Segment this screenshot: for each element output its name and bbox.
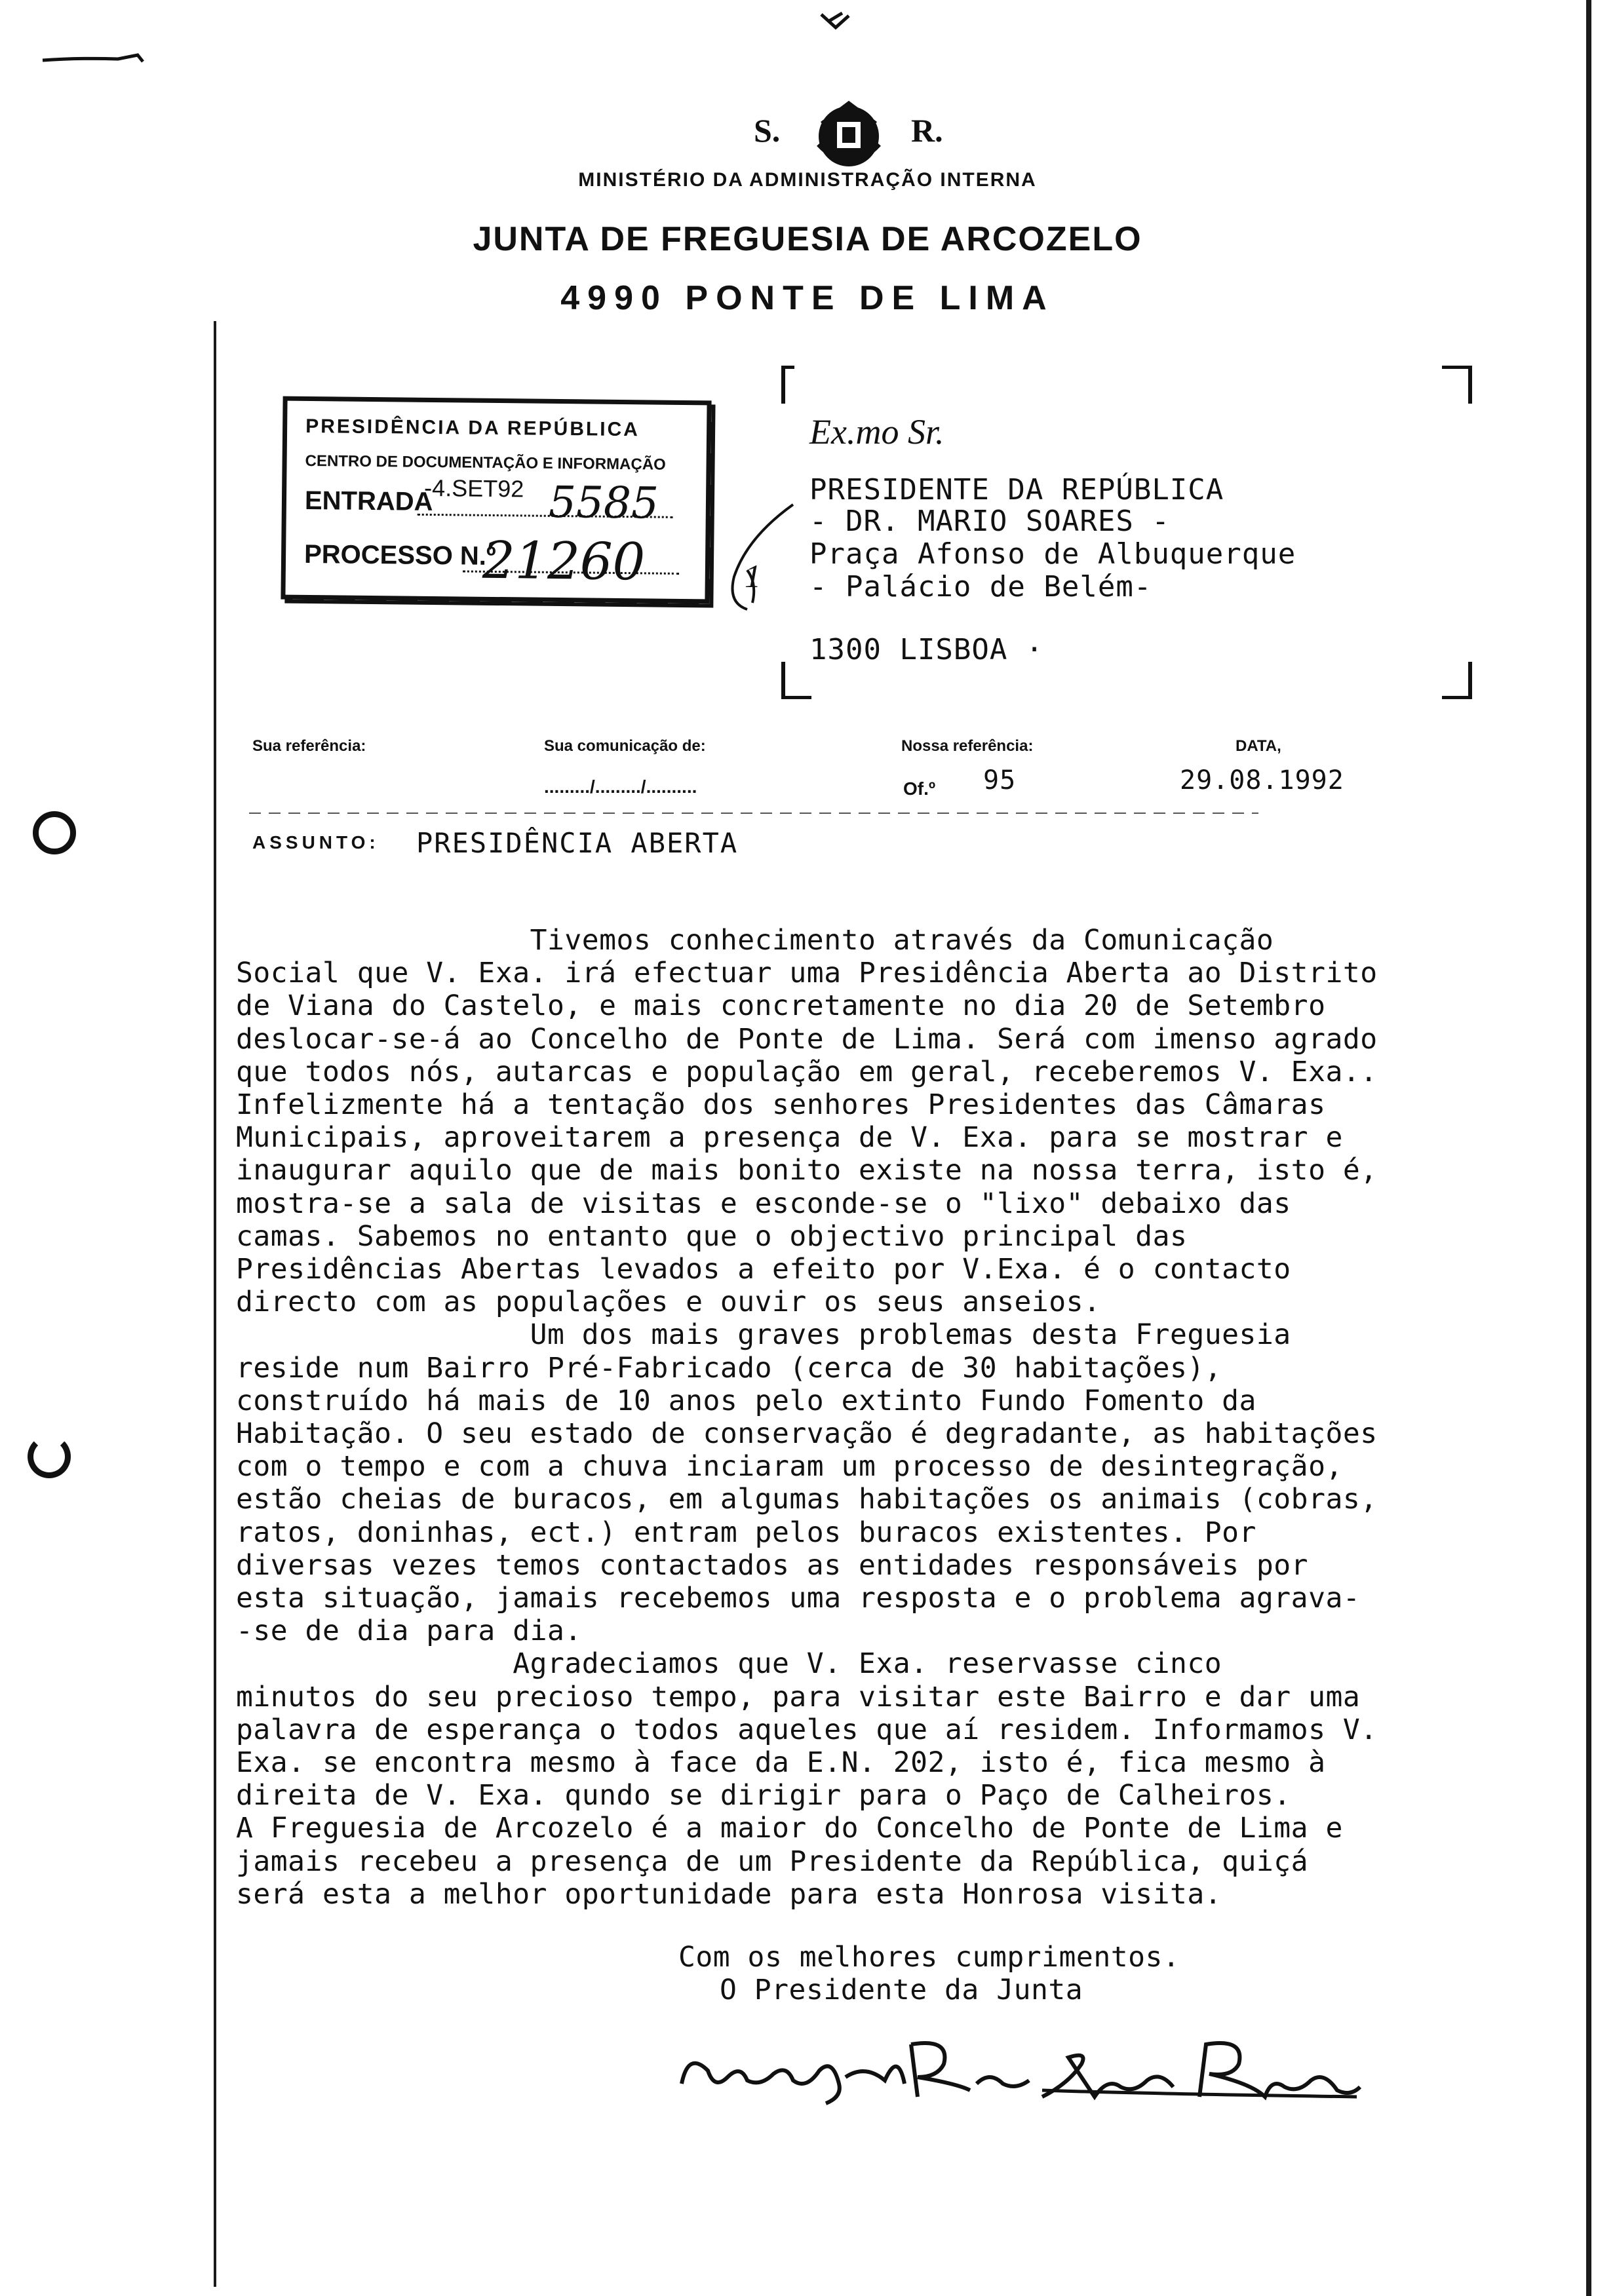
margin-line — [214, 321, 216, 2287]
junta-name: JUNTA DE FREGUESIA DE ARCOZELO — [473, 220, 1142, 258]
top-center-mark — [816, 8, 855, 34]
sua-referencia-label: Sua referência: — [252, 737, 366, 755]
body-line: Infelizmente há a tentação dos senhores Presidentes das Câmaras — [236, 1088, 1326, 1121]
reference-rule — [249, 813, 1258, 814]
body-line: que todos nós, autarcas e população em geral, receberemos V. Exa.. — [236, 1055, 1378, 1088]
body-line: diversas vezes temos contactados as entidades responsáveis por — [236, 1548, 1309, 1582]
stamp-entrada-label: ENTRADA — [304, 486, 433, 516]
address-corner-br — [1468, 662, 1472, 698]
body-line: direita de V. Exa. qundo se dirigir para o Paço de Calheiros. — [236, 1779, 1291, 1812]
stamp-processo-label: PROCESSO N.º — [303, 539, 496, 571]
body-line: ratos, doninhas, ect.) entram pelos buracos existentes. Por — [236, 1516, 1256, 1549]
recipient-line-3: Praça Afonso de Albuquerque — [809, 537, 1296, 571]
address-corner-tr-h — [1442, 366, 1472, 369]
body-line: -se de dia para dia. — [236, 1615, 582, 1648]
reception-stamp — [281, 396, 711, 604]
stamp-entrada-number: 5585 — [548, 476, 659, 529]
body-line: Exa. se encontra mesmo à face da E.N. 202, isto é, fica mesmo à — [236, 1746, 1326, 1779]
recipient-line-2: - DR. MARIO SOARES - — [809, 505, 1170, 538]
recipient-line-1: PRESIDENTE DA REPÚBLICA — [809, 473, 1224, 507]
body-line: mostra-se a sala de visitas e esconde-se o "lixo" debaixo das — [236, 1187, 1291, 1220]
body-line: Tivemos conhecimento através da Comunicação — [236, 924, 1274, 957]
body-line: Social que V. Exa. irá efectuar uma Presidência Aberta ao Distrito — [236, 957, 1378, 990]
address-corner-bl — [781, 662, 785, 698]
body-line: com o tempo e com a chuva inciaram um processo de desintegração, — [236, 1450, 1343, 1483]
address-corner-tr — [1468, 367, 1472, 404]
junta-city: 4990 PONTE DE LIMA — [560, 279, 1055, 317]
sua-comunicacao-value: ........./........./.......... — [544, 776, 697, 797]
address-corner-tl — [781, 367, 785, 404]
sua-comunicacao-label: Sua comunicação de: — [544, 737, 706, 755]
of-value: 95 — [983, 765, 1017, 795]
body-line: reside num Bairro Pré-Fabricado (cerca de 30 habitações), — [236, 1351, 1222, 1385]
body-line: Municipais, aproveitarem a presença de V. Exa. para se mostrar e — [236, 1121, 1343, 1155]
body-line: jamais recebeu a presença de um Presidente da República, quiçá — [236, 1845, 1309, 1878]
body-line: construído há mais de 10 anos pelo extinto Fundo Fomento da — [236, 1384, 1256, 1417]
recipient-line-4: - Palácio de Belém- — [809, 570, 1152, 603]
letterhead-sr — [741, 98, 943, 177]
body-line: será esta a melhor oportunidade para esta Honrosa visita. — [236, 1877, 1222, 1911]
body-line: esta situação, jamais recebemos uma resposta e o problema agrava- — [236, 1582, 1361, 1615]
top-left-mark — [39, 46, 151, 72]
body-line: Presidências Abertas levados a efeito por V.Exa. é o contacto — [236, 1253, 1291, 1286]
stamp-line1: PRESIDÊNCIA DA REPÚBLICA — [305, 415, 640, 441]
body-line: inaugurar aquilo que de mais bonito existe na nossa terra, isto é, — [236, 1154, 1378, 1187]
body-line: A Freguesia de Arcozelo é a maior do Concelho de Ponte de Lima e — [236, 1812, 1343, 1845]
data-label: DATA, — [1236, 737, 1281, 755]
address-corner-bl-h — [781, 696, 811, 699]
body-line: palavra de esperança o todos aqueles que aí residem. Informamos V. — [236, 1713, 1378, 1746]
body-line: deslocar-se-á ao Concelho de Ponte de Lima. Será com imenso agrado — [236, 1022, 1378, 1056]
coat-of-arms-icon — [809, 98, 888, 170]
recipient-line-5: 1300 LISBOA · — [809, 633, 1044, 666]
stamp-processo-number: 21260 — [482, 531, 646, 592]
ministry-name: MINISTÉRIO DA ADMINISTRAÇÃO INTERNA — [578, 169, 1037, 191]
body-line: directo com as populações e ouvir os seus anseios. — [236, 1286, 1101, 1319]
margin-number: 1 — [745, 558, 761, 594]
of-label: Of.º — [903, 778, 936, 799]
letterhead-s: S. — [754, 112, 781, 149]
body-line: estão cheias de buracos, em algumas habitações os animais (cobras, — [236, 1483, 1378, 1516]
body-line: minutos do seu precioso tempo, para visitar este Bairro e dar uma — [236, 1680, 1361, 1713]
closing-signatory: O Presidente da Junta — [720, 1974, 1083, 2006]
address-corner-tl-h — [781, 366, 794, 369]
data-value: 29.08.1992 — [1180, 765, 1344, 795]
closing-line: Com os melhores cumprimentos. — [678, 1941, 1180, 1974]
address-corner-br-h — [1442, 696, 1472, 699]
subject-label: ASSUNTO: — [252, 832, 379, 852]
body-line: camas. Sabemos no entanto que o objectivo principal das — [236, 1219, 1188, 1253]
stamp-entrada-date: -4.SET92 — [423, 474, 524, 503]
handwritten-signature — [675, 2025, 1363, 2123]
subject-value: PRESIDÊNCIA ABERTA — [416, 827, 739, 859]
body-line: Habitação. O seu estado de conservação é degradante, as habitações — [236, 1417, 1378, 1450]
stamp-line2: CENTRO DE DOCUMENTAÇÃO E INFORMAÇÃO — [305, 451, 666, 474]
greeting: Ex.mo Sr. — [809, 412, 944, 451]
body-line: Um dos mais graves problemas desta Freguesia — [236, 1318, 1291, 1352]
body-line: de Viana do Castelo, e mais concretamente no dia 20 de Setembro — [236, 989, 1326, 1023]
nossa-referencia-label: Nossa referência: — [901, 737, 1034, 755]
binder-hole — [28, 1435, 71, 1478]
page-edge — [1586, 0, 1591, 2296]
letterhead-r: R. — [911, 112, 943, 149]
binder-hole — [33, 811, 76, 854]
body-line: Agradeciamos que V. Exa. reservasse cinco — [236, 1647, 1222, 1681]
